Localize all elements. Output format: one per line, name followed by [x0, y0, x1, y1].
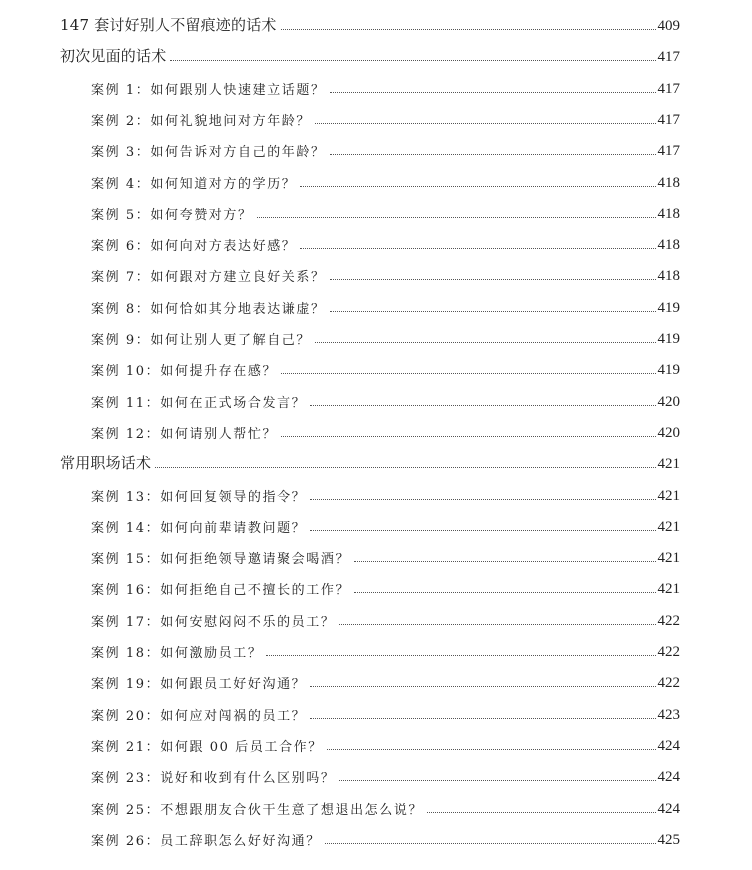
dot-leader: [327, 748, 656, 750]
dot-leader: [170, 59, 655, 61]
toc-item[interactable]: [91, 76, 680, 98]
dot-leader: [315, 122, 655, 124]
toc-item[interactable]: [91, 201, 680, 223]
page-number: 421: [657, 518, 680, 535]
dot-leader: [155, 466, 655, 468]
dot-leader: [330, 91, 656, 93]
dot-leader: [354, 591, 655, 593]
dot-leader: [310, 529, 655, 531]
toc-item[interactable]: [91, 263, 680, 285]
page-number: 418: [657, 237, 680, 254]
page-number: 421: [657, 581, 680, 598]
toc-item[interactable]: [91, 827, 680, 849]
toc-label: 案例 21：如何跟 00 后员工合作？: [91, 739, 323, 755]
toc-label: 案例 8：如何恰如其分地表达谦虚？: [91, 301, 326, 317]
dot-leader: [300, 247, 655, 249]
toc-item[interactable]: [91, 608, 680, 630]
toc-label: 案例 25：不想跟朋友合伙干生意了想退出怎么说？: [91, 802, 424, 818]
page-number: 418: [657, 268, 680, 285]
toc-item[interactable]: [91, 389, 680, 411]
page-number: 422: [657, 612, 680, 629]
page-number: 409: [657, 18, 680, 34]
toc-item[interactable]: [91, 545, 680, 567]
dot-leader: [339, 779, 655, 781]
toc-item[interactable]: [91, 232, 680, 254]
dot-leader: [325, 842, 656, 844]
dot-leader: [330, 153, 656, 155]
toc-label: 案例 19：如何跟员工好好沟通？: [91, 677, 307, 693]
page-number: 419: [657, 299, 680, 316]
toc-item[interactable]: [91, 170, 680, 192]
toc-label: 案例 5：如何夸赞对方？: [91, 207, 253, 223]
toc-label: 案例 13：如何回复领导的指令？: [91, 489, 307, 505]
page-number: 417: [657, 111, 680, 128]
dot-leader: [281, 372, 655, 374]
toc-label: 案例 15：如何拒绝领导邀请聚会喝酒？: [91, 552, 351, 568]
page-number: 417: [657, 49, 680, 66]
toc-label: 案例 12：如何请别人帮忙？: [91, 426, 278, 442]
toc-item[interactable]: [91, 639, 680, 661]
page-number: 425: [657, 831, 680, 848]
toc-section[interactable]: [60, 13, 680, 35]
toc-label: 147 套讨好别人不留痕迹的话术: [60, 16, 277, 34]
page-number: 418: [657, 205, 680, 222]
toc-item[interactable]: [91, 326, 680, 348]
toc-item[interactable]: [91, 764, 680, 786]
dot-leader: [330, 310, 656, 312]
toc-label: 案例 17：如何安慰闷闷不乐的员工？: [91, 614, 336, 630]
toc-label: 案例 10：如何提升存在感？: [91, 364, 278, 380]
toc-label: 案例 6：如何向对方表达好感？: [91, 239, 297, 255]
dot-leader: [281, 435, 655, 437]
toc-item[interactable]: [91, 483, 680, 505]
toc-item[interactable]: [91, 796, 680, 818]
dot-leader: [310, 717, 655, 719]
dot-leader: [257, 216, 656, 218]
toc-label: 案例 26：员工辞职怎么好好沟通？: [91, 833, 321, 849]
page-number: 422: [657, 675, 680, 692]
toc-item[interactable]: [91, 295, 680, 317]
dot-leader: [315, 341, 655, 343]
dot-leader: [300, 185, 655, 187]
page-number: 424: [657, 800, 680, 817]
toc-label: 案例 3：如何告诉对方自己的年龄？: [91, 145, 326, 161]
dot-leader: [281, 28, 656, 30]
page-number: 420: [657, 393, 680, 410]
toc-item[interactable]: [91, 138, 680, 160]
toc-label: 案例 9：如何让别人更了解自己？: [91, 333, 312, 348]
toc-label: 常用职场话术: [60, 454, 152, 473]
toc-item[interactable]: [91, 514, 680, 536]
dot-leader: [330, 278, 656, 280]
toc-item[interactable]: [91, 670, 680, 692]
toc-label: 案例 7：如何跟对方建立良好关系？: [91, 270, 326, 286]
page-number: 418: [657, 174, 680, 191]
toc-section[interactable]: [60, 44, 680, 66]
dot-leader: [310, 685, 655, 687]
dot-leader: [310, 404, 655, 406]
toc-item[interactable]: [91, 733, 680, 755]
page-number: 424: [657, 769, 680, 786]
toc-label: 案例 4：如何知道对方的学历？: [91, 176, 297, 192]
toc-item[interactable]: [91, 107, 680, 129]
toc-label: 案例 18：如何激励员工？: [91, 646, 263, 661]
toc-section[interactable]: [60, 451, 680, 473]
page-number: 421: [657, 550, 680, 567]
dot-leader: [354, 560, 655, 562]
dot-leader: [339, 623, 655, 625]
page-number: 423: [657, 706, 680, 723]
toc-label: 案例 16：如何拒绝自己不擅长的工作？: [91, 583, 351, 599]
dot-leader: [427, 811, 655, 813]
toc-item[interactable]: [91, 357, 680, 379]
page-number: 422: [657, 644, 680, 660]
dot-leader: [310, 498, 655, 500]
toc-item[interactable]: [91, 576, 680, 598]
dot-leader: [266, 654, 655, 656]
page-number: 420: [657, 424, 680, 441]
page-number: 421: [657, 487, 680, 504]
toc-label: 案例 14：如何向前辈请教问题？: [91, 520, 307, 536]
toc-label: 案例 23：说好和收到有什么区别吗？: [91, 771, 336, 787]
page-number: 419: [657, 362, 680, 379]
page-number: 417: [657, 143, 680, 160]
page-number: 421: [657, 456, 680, 473]
toc-label: 案例 20：如何应对闯祸的员工？: [91, 708, 307, 724]
toc-label: 案例 11：如何在正式场合发言？: [91, 395, 307, 411]
page-number: 417: [657, 80, 680, 97]
toc-label: 案例 1：如何跟别人快速建立话题？: [91, 82, 326, 98]
toc-item[interactable]: [91, 420, 680, 442]
page-number: 424: [657, 737, 680, 754]
toc-label: 初次见面的话术: [60, 47, 167, 66]
page-number: 419: [657, 331, 680, 347]
toc-label: 案例 2：如何礼貌地问对方年龄？: [91, 113, 312, 129]
toc-item[interactable]: [91, 702, 680, 724]
